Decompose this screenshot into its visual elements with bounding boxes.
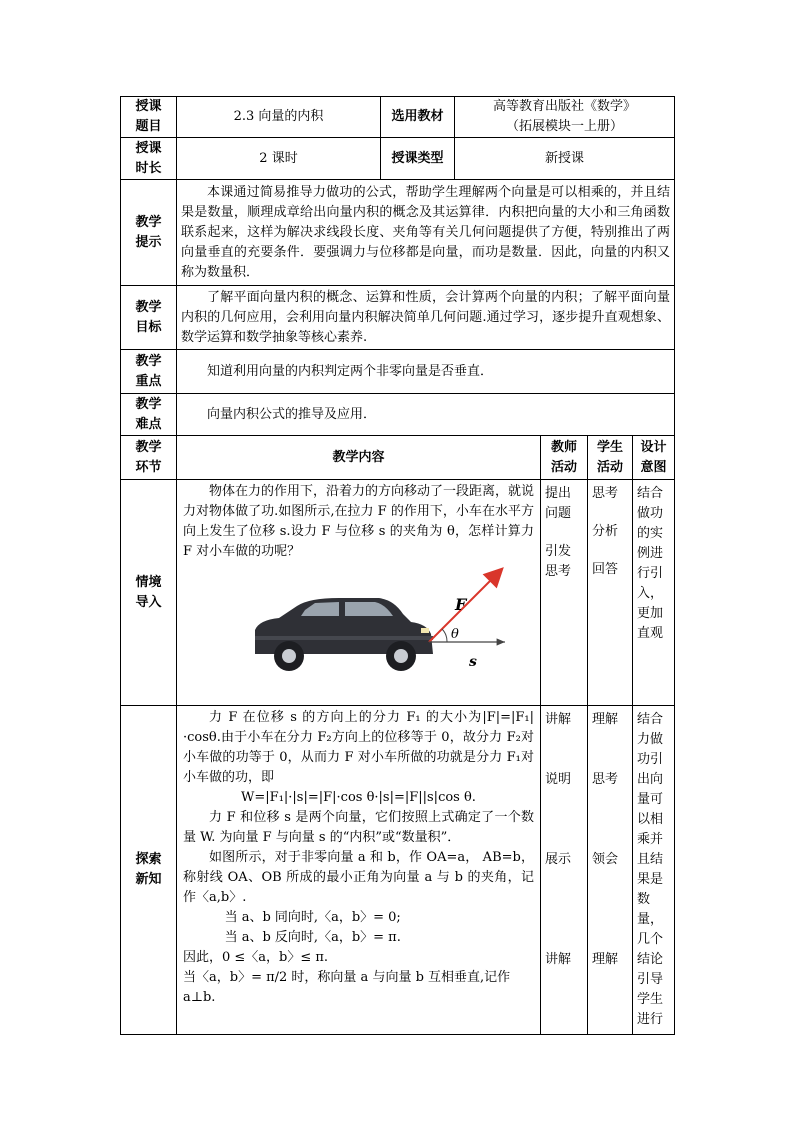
hints-row xyxy=(121,180,675,286)
topic-value: 2.3 向量的内积 xyxy=(177,97,381,138)
car-icon xyxy=(255,598,433,671)
explore-student-line: 理解 xyxy=(592,952,619,967)
disp-label: s xyxy=(468,654,477,670)
textbook-value: 高等教育出版社《数学》 （拓展模块一上册） xyxy=(455,97,675,138)
topic-label-text: 授课 题目 xyxy=(135,99,162,134)
hints-text: 本课通过简易推导力做功的公式，帮助学生理解两个向量是可以相乘的，并且结果是数量，顺理成章给出向量内积的概念及其运算律．内积把向量的大小和三角函数联系起来，这样为解决求线段长度、夹角等有关几何问题提供了方便，特别推出了两向量垂直的充要条件．要强调力与位移都是向量，而功是数量．因此，向量的内积又称为数量积． xyxy=(177,180,675,286)
lesson-plan xyxy=(120,96,674,1035)
duration-label: 授课 时长 xyxy=(121,138,177,180)
intro-student-activity xyxy=(588,480,633,706)
explore-p2: 力 F 和位移 s 是两个向量，它们按照上式确定了一个数量 W. 为向量 F 与向量 s 的“内积”或“数量积”． xyxy=(183,810,534,845)
explore-teacher-line: 说明 xyxy=(545,772,572,787)
spacer xyxy=(545,730,583,770)
column-header-row xyxy=(121,436,675,480)
textbook-label: 选用教材 xyxy=(381,97,455,138)
goals-text: 了解平面向量内积的概念、运算和性质，会计算两个向量的内积；了解平面向量内积的几何应用，会利用向量内积解决简单几何问题.通过学习，逐步提升直观想象、数学运算和数学抽象等核心素养. xyxy=(177,286,675,350)
col-content: 教学内容 xyxy=(177,436,541,480)
intro-teacher-activity xyxy=(541,480,588,706)
intro-teacher-line: 引发 xyxy=(545,544,572,559)
explore-student-line: 理解 xyxy=(592,712,619,727)
explore-student-line: 领会 xyxy=(592,852,619,867)
explore-p3: 如图所示，对于非零向量 a 和 b，作 OA=a， AB=b，称射线 OA、OB 所成的最小正角为向量 a 与 b 的夹角，记作〈a,b〉. xyxy=(183,850,534,905)
intro-design-intent: 结合做功的实例进行引入，更加直观 xyxy=(633,480,675,706)
difficulty-text: 向量内积公式的推导及应用． xyxy=(177,394,675,436)
intro-student-line xyxy=(592,504,628,522)
col-stage: 教学 环节 xyxy=(121,436,177,480)
explore-teacher-activity xyxy=(541,706,588,1035)
intro-teacher-line xyxy=(545,524,583,542)
explore-formula1: W=|F₁|·|s|=|F|·cos θ·|s|=|F||s|cos θ. xyxy=(241,790,476,805)
explore-teacher-line: 讲解 xyxy=(545,712,572,727)
intro-student-line xyxy=(592,542,628,560)
intro-student-line: 回答 xyxy=(592,562,619,577)
intro-content xyxy=(177,480,541,706)
intro-teacher-line: 提出 xyxy=(545,486,572,501)
goals-row xyxy=(121,286,675,350)
intro-row xyxy=(121,480,675,706)
explore-case1: 当 a、b 同向时,〈a，b〉= 0; xyxy=(224,910,401,925)
duration-value: 2 课时 xyxy=(177,138,381,180)
focus-row xyxy=(121,350,675,394)
intro-student-line: 思考 xyxy=(592,486,619,501)
type-value: 新授课 xyxy=(455,138,675,180)
car-force-figure xyxy=(189,562,529,684)
spacer xyxy=(545,870,583,950)
difficulty-row xyxy=(121,394,675,436)
intro-stage: 情境 导入 xyxy=(121,480,177,706)
intro-teacher-line: 问题 xyxy=(545,506,572,521)
spacer xyxy=(592,870,628,950)
difficulty-label: 教学 难点 xyxy=(121,394,177,436)
spacer xyxy=(545,790,583,850)
focus-label: 教学 重点 xyxy=(121,350,177,394)
intro-student-line: 分析 xyxy=(592,524,619,539)
explore-case2: 当 a、b 反向时,〈a，b〉= π. xyxy=(224,930,401,945)
intro-text: 物体在力的作用下，沿着力的方向移动了一段距离，就说力对物体做了功.如图所示,在拉力 F 的作用下，小车在水平方向上发生了位移 s.设力 F 与位移 s 的夹角为 θ，怎样计算力 F 对小车做的功呢？ xyxy=(183,484,535,559)
explore-p1: 力 F 在位移 s 的方向上的分力 F₁ 的大小为|F|=|F₁|·cosθ.由于小车在分力 F₂方向上的位移等于 0，故分力 F₂对小车做的功等于 0，从而力 F 对小车所做的功就是分力 F₁对小车做的功，即 xyxy=(183,710,534,785)
header-row-duration xyxy=(121,138,675,180)
angle-label: θ xyxy=(450,627,459,642)
col-intent: 设计 意图 xyxy=(633,436,675,480)
explore-student-activity xyxy=(588,706,633,1035)
topic-label xyxy=(121,97,177,138)
angle-arc xyxy=(442,629,447,642)
explore-teacher-line: 讲解 xyxy=(545,952,572,967)
col-student: 学生 活动 xyxy=(588,436,633,480)
explore-row xyxy=(121,706,675,1035)
header-row-topic xyxy=(121,97,675,138)
lesson-plan-table xyxy=(120,96,675,1035)
explore-teacher-line: 展示 xyxy=(545,852,572,867)
force-label: F xyxy=(454,595,466,614)
type-label: 授课类型 xyxy=(381,138,455,180)
explore-range: 因此，0 ≤〈a，b〉≤ π. xyxy=(183,950,329,965)
hints-label: 教学 提示 xyxy=(121,180,177,286)
spacer xyxy=(592,730,628,770)
goals-label: 教学 目标 xyxy=(121,286,177,350)
spacer xyxy=(592,790,628,850)
explore-perp: 当〈a，b〉= π/2 时，称向量 a 与向量 b 互相垂直,记作 a⊥b. xyxy=(183,970,511,1005)
intro-teacher-line: 思考 xyxy=(545,564,572,579)
explore-content xyxy=(177,706,541,1035)
focus-text: 知道利用向量的内积判定两个非零向量是否垂直． xyxy=(177,350,675,394)
col-teacher: 教师 活动 xyxy=(541,436,588,480)
explore-student-line: 思考 xyxy=(592,772,619,787)
explore-design-intent: 结合力做功引出向量可以相乘并且结果是数量，几个结论引导学生进行 xyxy=(633,706,675,1035)
explore-stage: 探索 新知 xyxy=(121,706,177,1035)
